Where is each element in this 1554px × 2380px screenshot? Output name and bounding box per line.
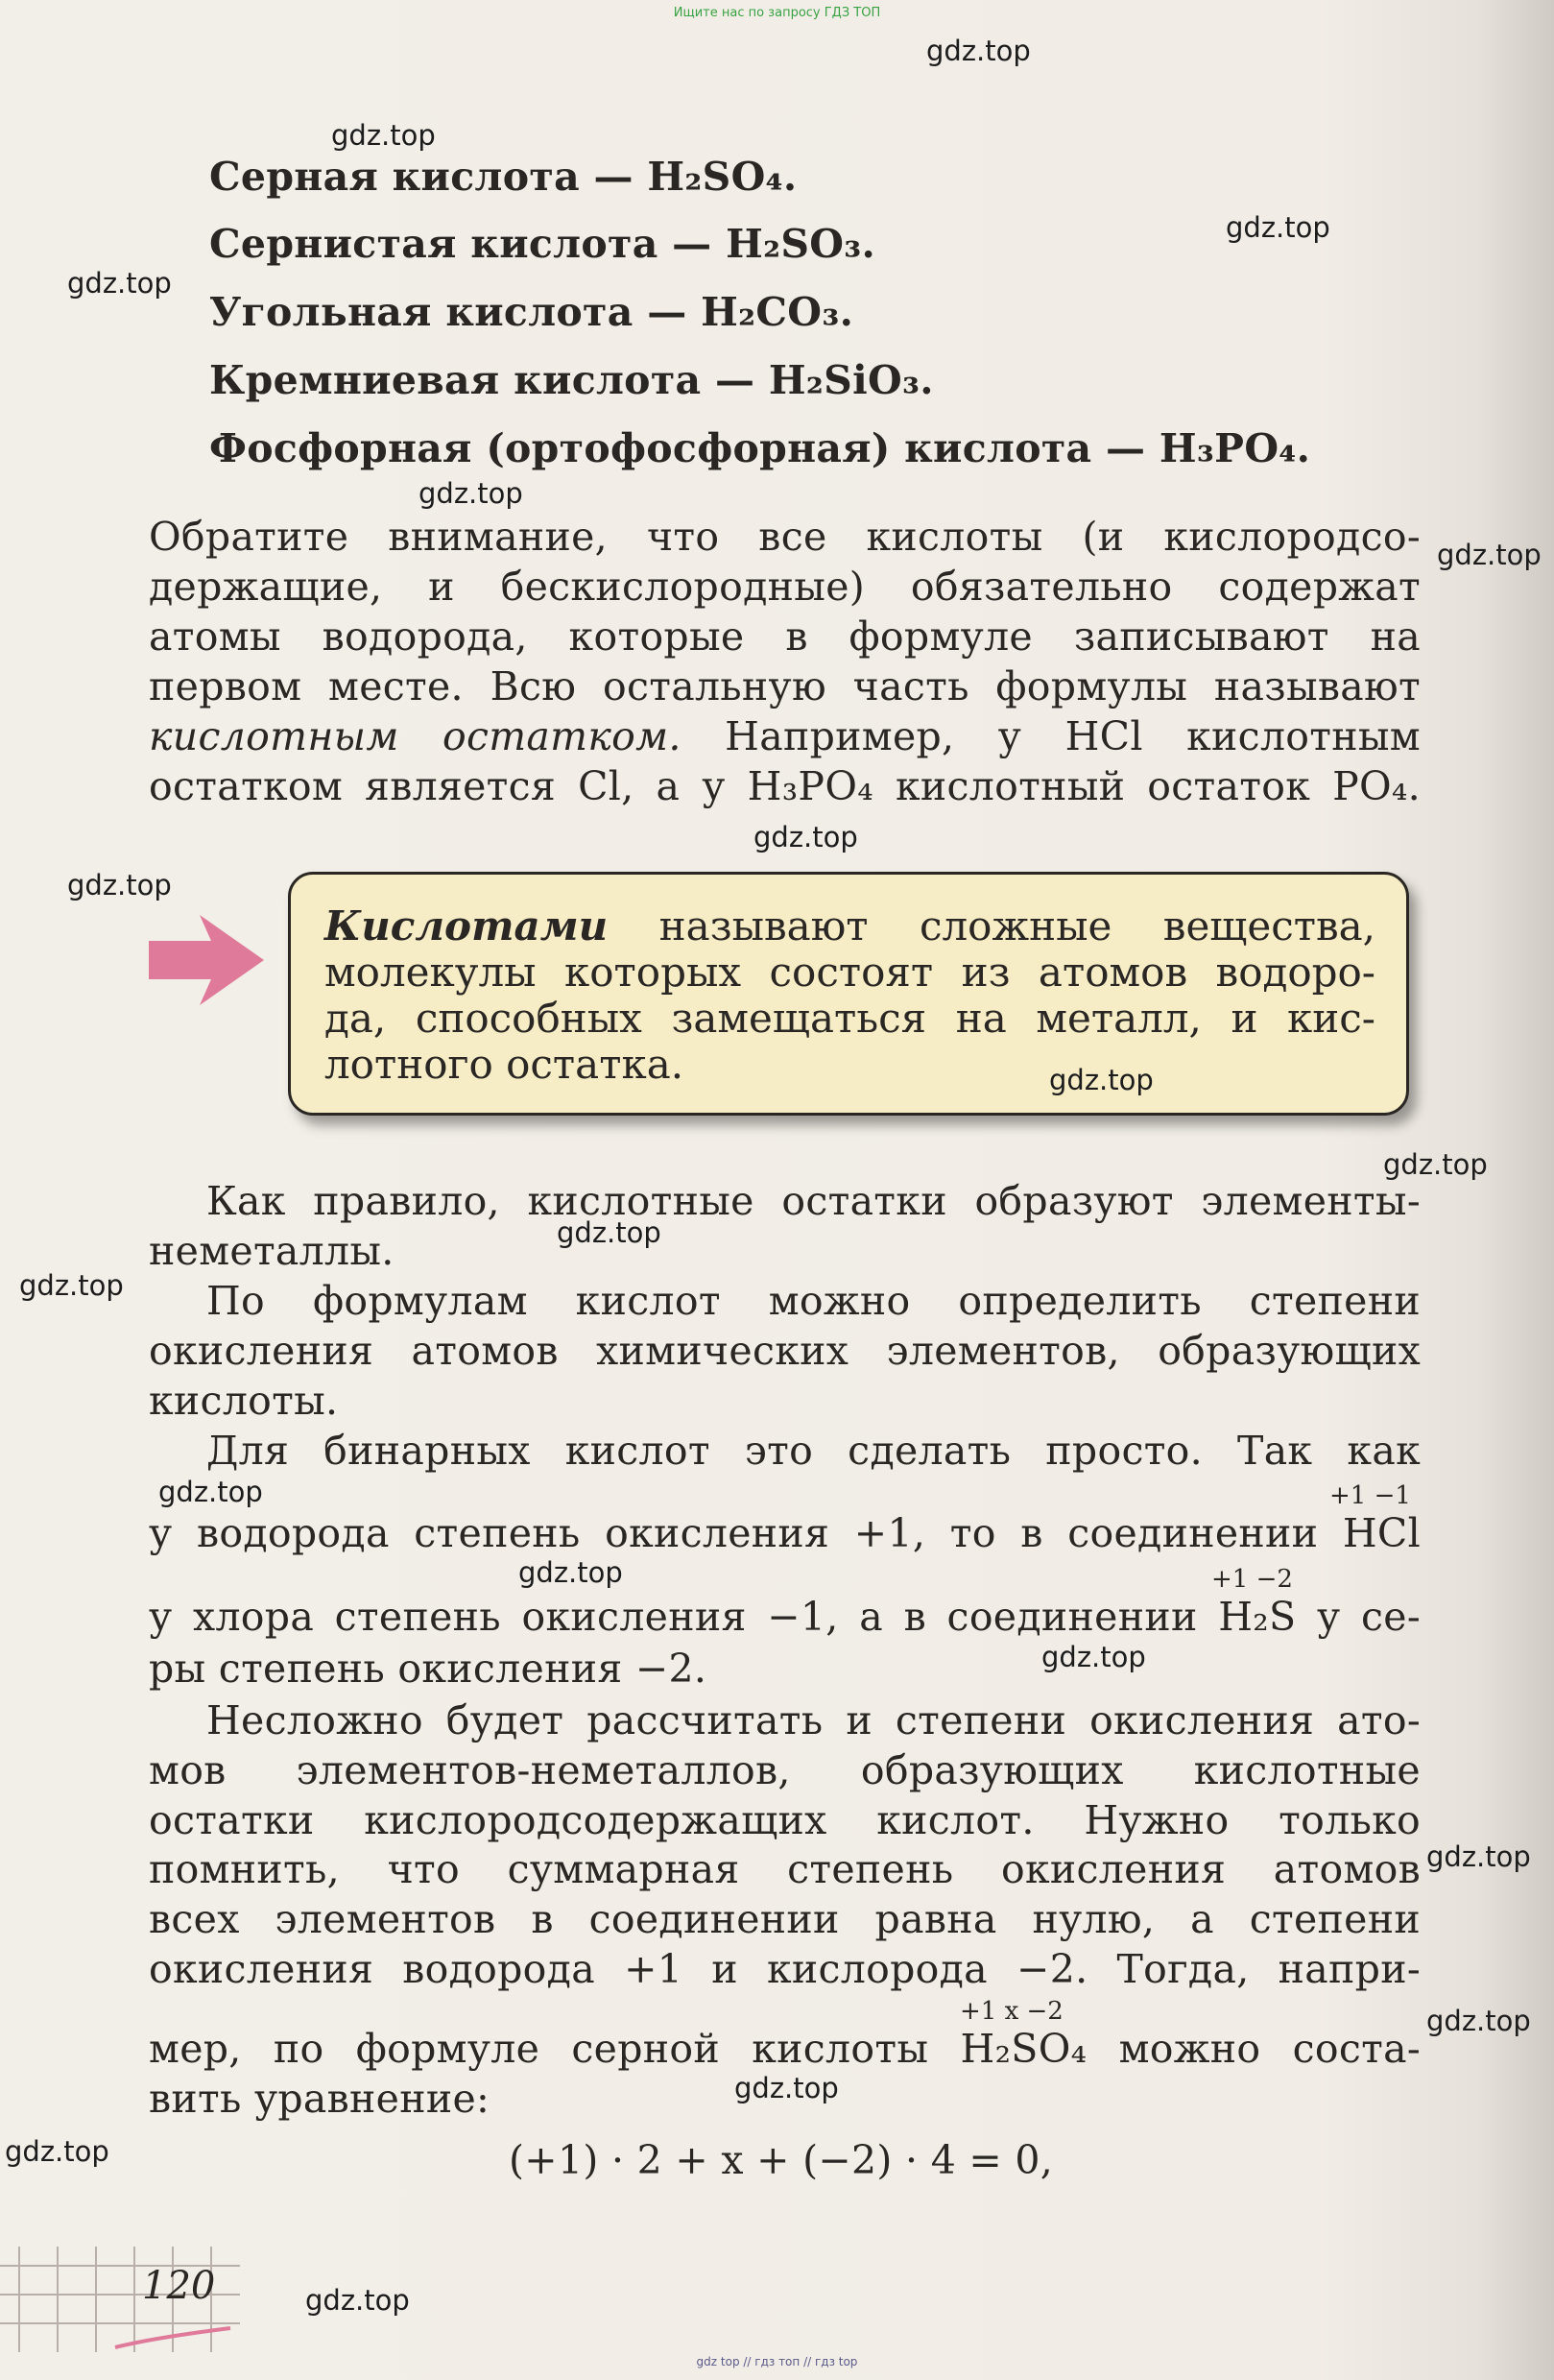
formula-silicic: Кремниевая кислота — H₂SiO₃. bbox=[209, 357, 934, 403]
definition-line4: лотного остатка. bbox=[324, 1041, 684, 1088]
watermark: gdz.top bbox=[1049, 1064, 1154, 1096]
para3-line1: По формулам кислот можно определить степени bbox=[206, 1278, 1421, 1324]
formula-sulfurous: Сернистая кислота — H₂SO₃. bbox=[209, 221, 876, 267]
arrow-icon bbox=[144, 907, 269, 1013]
watermark: gdz.top bbox=[331, 119, 436, 152]
oxidation-h2so4: +1 x −2 bbox=[960, 1997, 1064, 2026]
para5-line3: остатки кислородсодержащих кислот. Нужно только bbox=[149, 1797, 1421, 1843]
para1-line3: атомы водорода, которые в формуле записывают на bbox=[149, 613, 1421, 660]
watermark: gdz.top bbox=[1437, 539, 1542, 571]
watermark: gdz.top bbox=[1426, 2005, 1531, 2037]
para1-line4: первом месте. Всю остальную часть формулы называют bbox=[149, 663, 1421, 709]
para5-line2: мов элементов-неметаллов, образующих кислотные bbox=[149, 1747, 1421, 1793]
para3-line3: кислоты. bbox=[149, 1378, 339, 1424]
para1-line2: держащие, и бескислородные) обязательно содержат bbox=[149, 564, 1421, 610]
para1-line5: кислотным остатком. Например, у HCl кислотным bbox=[149, 713, 1422, 759]
para4-line2: у водорода степень окисления +1, то в соединении HCl bbox=[149, 1510, 1421, 1556]
watermark: gdz.top bbox=[158, 1476, 263, 1508]
watermark: gdz.top bbox=[734, 2072, 839, 2104]
watermark: gdz.top bbox=[5, 2135, 109, 2168]
watermark: gdz.top bbox=[557, 1216, 661, 1249]
formula-carbonic: Угольная кислота — H₂CO₃. bbox=[209, 289, 854, 335]
formula-sulfuric: Серная кислота — H₂SO₄. bbox=[209, 154, 798, 200]
definition-line2: молекулы которых состоят из атомов водоро- bbox=[324, 949, 1375, 996]
watermark: gdz.top bbox=[418, 477, 523, 510]
para5-line7: мер, по формуле серной кислоты H₂SO₄ можно соста- bbox=[149, 2026, 1421, 2072]
watermark: gdz.top bbox=[67, 267, 172, 300]
watermark: gdz.top bbox=[1426, 1840, 1531, 1873]
page-number: 120 bbox=[142, 2264, 216, 2308]
watermark: gdz.top bbox=[19, 1269, 124, 1302]
watermark: gdz.top bbox=[1383, 1148, 1488, 1181]
bottom-banner: gdz top // гдз топ // гдз top bbox=[696, 2355, 858, 2368]
para4-line1: Для бинарных кислот это сделать просто. Так как bbox=[206, 1428, 1421, 1474]
watermark: gdz.top bbox=[67, 869, 172, 902]
definition-box bbox=[288, 872, 1409, 1116]
para5-line8: вить уравнение: bbox=[149, 2076, 490, 2122]
para4-line4: ры степень окисления −2. bbox=[149, 1646, 707, 1692]
para4-line3: у хлора степень окисления −1, а в соединении H₂S у се- bbox=[149, 1594, 1421, 1640]
para3-line2: окисления атомов химических элементов, образующих bbox=[149, 1328, 1421, 1374]
para5-line4: помнить, что суммарная степень окисления атомов bbox=[149, 1846, 1421, 1892]
watermark: gdz.top bbox=[1226, 211, 1330, 244]
watermark: gdz.top bbox=[518, 1556, 623, 1589]
para5-line1: Несложно будет рассчитать и степени окисления ато- bbox=[206, 1697, 1421, 1743]
definition-line3: да, способных замещаться на металл, и кис- bbox=[324, 995, 1375, 1042]
watermark: gdz.top bbox=[1041, 1641, 1146, 1673]
watermark: gdz.top bbox=[305, 2284, 410, 2317]
oxidation-h2s: +1 −2 bbox=[1211, 1565, 1293, 1594]
formula-phosphoric: Фосфорная (ортофосфорная) кислота — H₃PO₄. bbox=[209, 425, 1311, 471]
top-banner: Ищите нас по запросу ГДЗ ТОП bbox=[673, 6, 881, 20]
equation: (+1) · 2 + x + (−2) · 4 = 0, bbox=[509, 2137, 1054, 2183]
watermark: gdz.top bbox=[926, 35, 1031, 67]
para2-line2: неметаллы. bbox=[149, 1228, 394, 1274]
oxidation-hcl: +1 −1 bbox=[1329, 1481, 1411, 1510]
para5-line6: окисления водорода +1 и кислорода −2. Тогда, напри- bbox=[149, 1946, 1421, 1992]
definition-line1: Кислотами называют сложные вещества, bbox=[324, 902, 1375, 950]
para5-line5: всех элементов в соединении равна нулю, а степени bbox=[149, 1896, 1421, 1942]
watermark: gdz.top bbox=[753, 821, 858, 853]
para2-line1: Как правило, кислотные остатки образуют элементы- bbox=[206, 1178, 1421, 1224]
para1-line6: остатком является Cl, а у H₃PO₄ кислотный остаток PO₄. bbox=[149, 763, 1421, 809]
para1-line1: Обратите внимание, что все кислоты (и кислородсо- bbox=[149, 514, 1421, 560]
